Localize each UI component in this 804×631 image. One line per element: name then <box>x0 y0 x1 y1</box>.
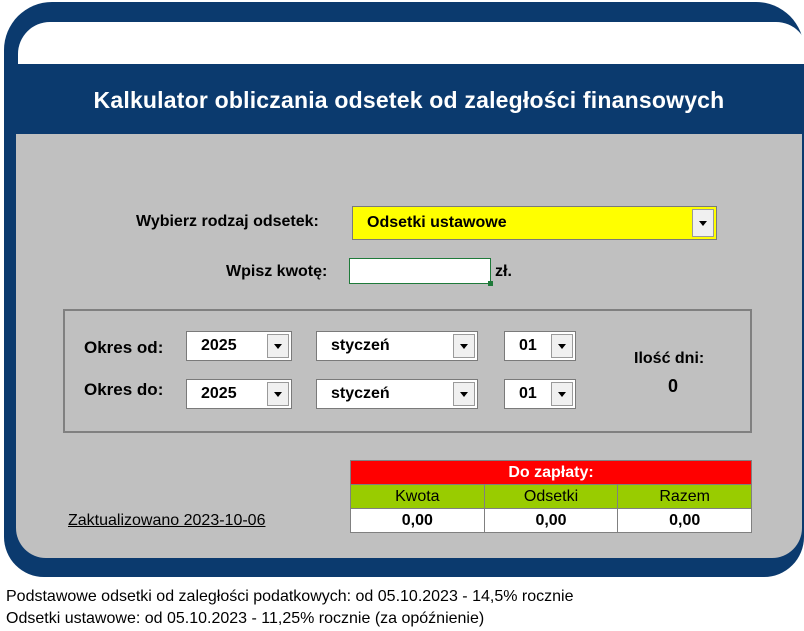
from-year-select[interactable] <box>186 331 292 361</box>
period-from-label: Okres od: <box>84 338 164 357</box>
from-month-select[interactable] <box>316 331 478 361</box>
column-odsetki: Odsetki <box>485 484 619 508</box>
payment-values <box>351 508 751 532</box>
payment-table <box>350 460 752 533</box>
footnote-tax-interest: Podstawowe odsetki od zaległości podatkowych: od 05.10.2023 - 14,5% rocznie <box>6 588 574 605</box>
chevron-down-icon[interactable] <box>267 334 289 358</box>
value-odsetki: 0,00 <box>485 508 619 532</box>
to-day-value: 01 <box>519 385 537 402</box>
footnote-statutory-interest: Odsetki ustawowe: od 05.10.2023 - 11,25% rocznie (za opóźnienie) <box>6 610 485 627</box>
payment-header: Do zapłaty: <box>351 461 751 484</box>
period-to-label: Okres do: <box>84 380 164 399</box>
chevron-down-icon[interactable] <box>453 382 475 406</box>
from-day-select[interactable] <box>504 331 576 361</box>
value-razem: 0,00 <box>618 508 751 532</box>
payment-columns <box>351 484 751 508</box>
days-label: Ilość dni: <box>634 350 705 367</box>
chevron-down-icon[interactable] <box>692 209 714 237</box>
to-day-select[interactable] <box>504 379 576 409</box>
value-kwota: 0,00 <box>351 508 485 532</box>
title-bar <box>14 66 804 134</box>
column-razem: Razem <box>618 484 751 508</box>
page-title: Kalkulator obliczania odsetek od zaległości finansowych <box>93 86 725 113</box>
to-month-select[interactable] <box>316 379 478 409</box>
interest-type-select[interactable] <box>352 206 717 240</box>
interest-type-value: Odsetki ustawowe <box>367 214 507 231</box>
from-year-value: 2025 <box>201 337 237 354</box>
column-kwota: Kwota <box>351 484 485 508</box>
chevron-down-icon[interactable] <box>453 334 475 358</box>
chevron-down-icon[interactable] <box>551 382 573 406</box>
from-day-value: 01 <box>519 337 537 354</box>
cell-fill-handle <box>488 281 493 286</box>
amount-input[interactable] <box>349 258 491 284</box>
updated-link[interactable]: Zaktualizowano 2023-10-06 <box>68 512 266 529</box>
chevron-down-icon[interactable] <box>551 334 573 358</box>
from-month-value: styczeń <box>331 337 390 354</box>
period-box <box>63 309 752 433</box>
top-banner <box>18 22 804 64</box>
days-value: 0 <box>668 376 679 396</box>
to-year-value: 2025 <box>201 385 237 402</box>
chevron-down-icon[interactable] <box>267 382 289 406</box>
interest-type-label: Wybierz rodzaj odsetek: <box>136 213 319 230</box>
to-month-value: styczeń <box>331 385 390 402</box>
to-year-select[interactable] <box>186 379 292 409</box>
currency-unit: zł. <box>495 263 512 280</box>
amount-label: Wpisz kwotę: <box>226 263 328 280</box>
